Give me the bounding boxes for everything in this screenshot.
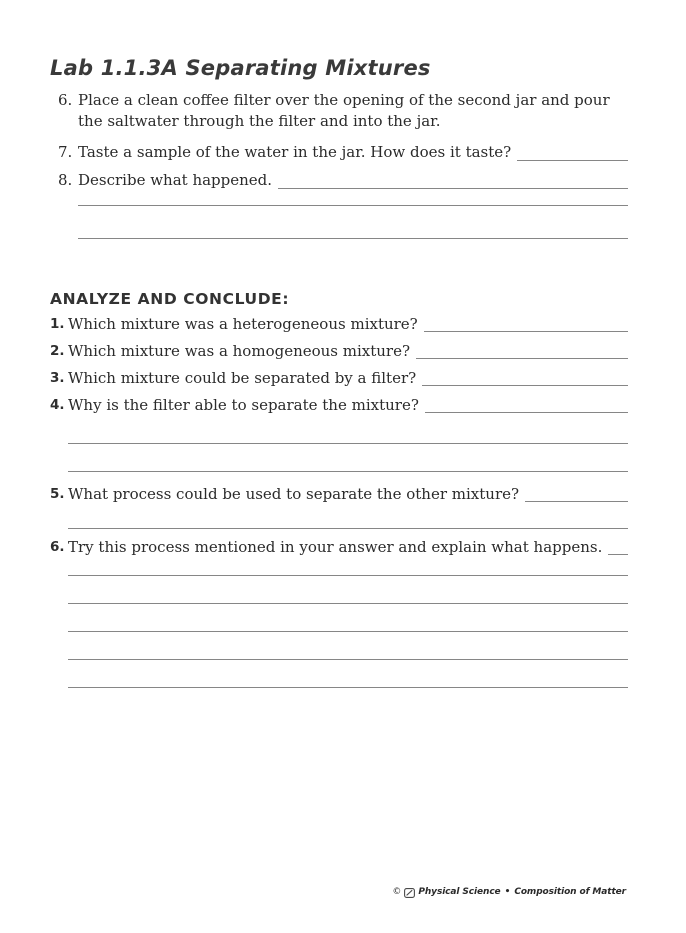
question-2 xyxy=(50,341,628,361)
footer-separator: • xyxy=(504,887,511,897)
answer-lines-question-4 xyxy=(68,419,628,472)
question-row xyxy=(68,537,628,557)
question-text: What process could be used to separate the other mixture? xyxy=(68,485,520,503)
question-number: 2. xyxy=(50,343,65,359)
answer-line xyxy=(517,160,628,161)
answer-line xyxy=(68,557,628,576)
answer-line xyxy=(416,358,628,359)
copyright-symbol: © xyxy=(392,887,402,897)
question-number: 6. xyxy=(50,539,65,555)
step-number: 8. xyxy=(58,171,73,189)
answer-line xyxy=(78,191,628,206)
answer-line xyxy=(424,331,628,332)
question-row xyxy=(68,368,628,388)
answer-line xyxy=(68,444,628,472)
question-text: Which mixture was a heterogeneous mixture? xyxy=(68,315,418,333)
answer-line xyxy=(68,576,628,604)
question-text: Why is the filter able to separate the mixture? xyxy=(68,396,419,414)
step-row xyxy=(78,170,628,191)
question-row xyxy=(68,341,628,361)
answer-line xyxy=(525,501,628,502)
question-number: 4. xyxy=(50,397,65,413)
question-number: 3. xyxy=(50,370,65,386)
step-number: 7. xyxy=(58,143,73,161)
answer-line xyxy=(422,385,628,386)
step-number: 6. xyxy=(58,91,73,109)
answer-line xyxy=(278,188,628,189)
question-4 xyxy=(50,395,628,415)
page-title: Lab 1.1.3A Separating Mixtures xyxy=(50,56,431,80)
question-1 xyxy=(50,314,628,334)
answer-line xyxy=(68,632,628,660)
footer-credit xyxy=(392,887,626,898)
procedure-step-8 xyxy=(50,170,628,191)
question-text: Try this process mentioned in your answer and explain what happens. xyxy=(68,538,603,556)
section-heading-analyze-and-conclude: ANALYZE AND CONCLUDE: xyxy=(50,290,290,308)
answer-lines-step-8 xyxy=(78,191,628,239)
answer-line xyxy=(68,419,628,444)
pencil-square-icon xyxy=(404,888,415,898)
answer-line xyxy=(78,206,628,239)
question-3 xyxy=(50,368,628,388)
answer-lines-question-6 xyxy=(68,557,628,688)
answer-lines-question-5 xyxy=(68,504,628,529)
question-row xyxy=(68,314,628,334)
brand-name: Physical Science xyxy=(418,887,501,897)
procedure-step-7 xyxy=(50,142,628,163)
step-row xyxy=(78,142,628,163)
answer-line xyxy=(68,660,628,688)
question-number: 5. xyxy=(50,486,65,502)
worksheet-content xyxy=(50,0,628,688)
answer-line xyxy=(68,504,628,529)
procedure-step-6 xyxy=(50,90,628,132)
answer-line xyxy=(608,554,628,555)
step-text: Describe what happened. xyxy=(78,171,273,189)
product-name: Composition of Matter xyxy=(514,887,626,897)
question-row xyxy=(68,484,628,504)
question-number: 1. xyxy=(50,316,65,332)
question-6 xyxy=(50,537,628,557)
step-text: Taste a sample of the water in the jar. How does it taste? xyxy=(78,143,512,161)
question-row xyxy=(68,395,628,415)
step-text: Place a clean coffee filter over the opening of the second jar and pour the saltwater through the filter and into the jar. xyxy=(78,91,610,130)
question-text: Which mixture was a homogeneous mixture? xyxy=(68,342,411,360)
answer-line xyxy=(425,412,628,413)
question-5 xyxy=(50,484,628,504)
question-text: Which mixture could be separated by a filter? xyxy=(68,369,417,387)
answer-line xyxy=(68,604,628,632)
